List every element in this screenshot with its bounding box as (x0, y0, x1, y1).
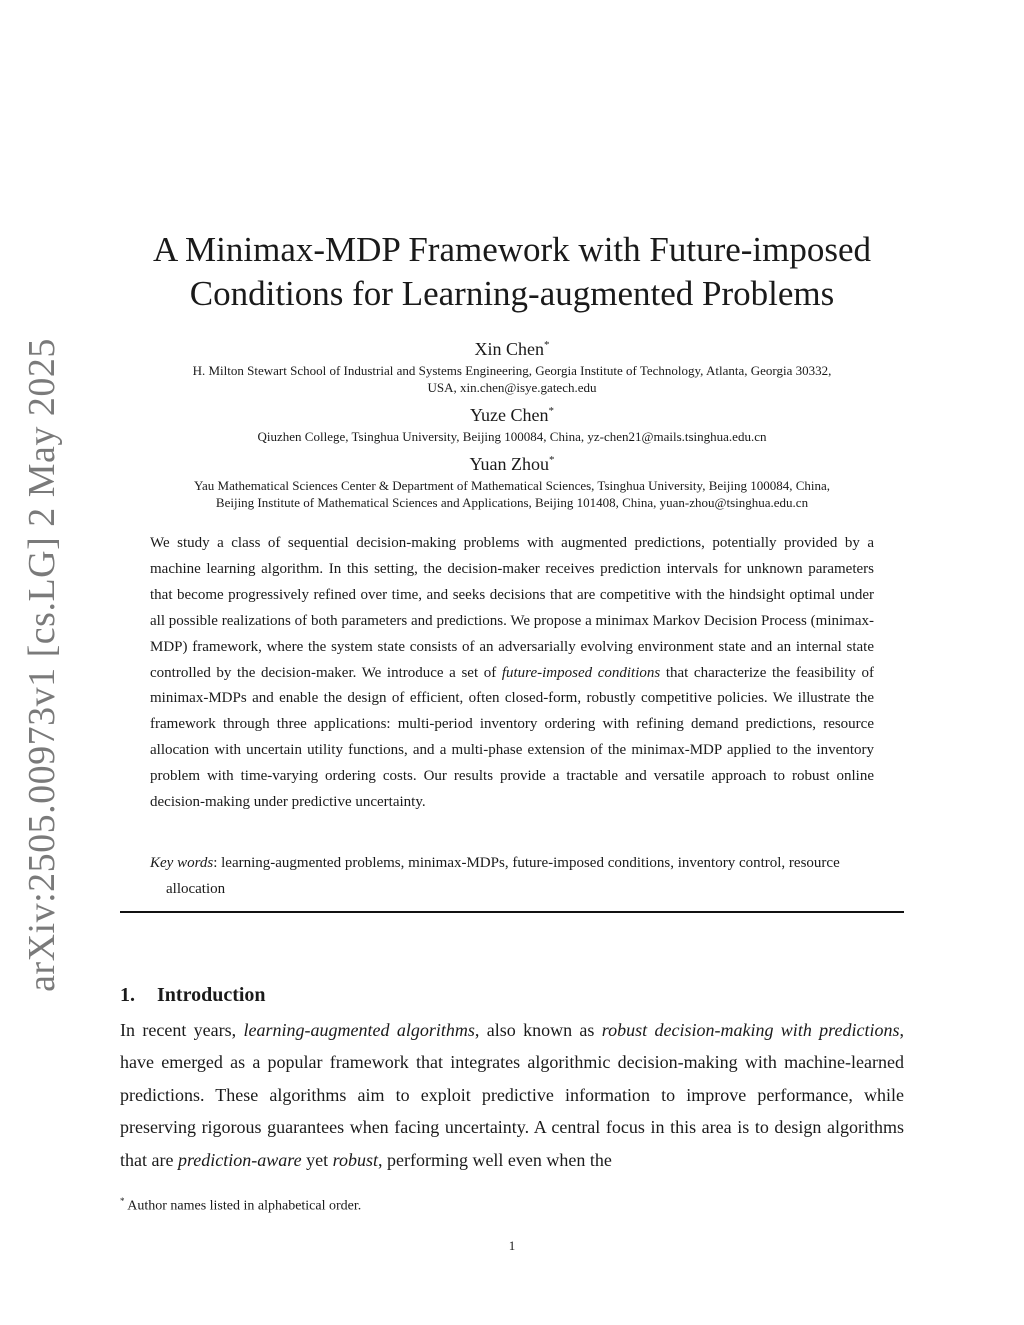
keywords-text: learning-augmented problems, minimax-MDPs, future-imposed conditions, inventory control, resource allocation (166, 855, 840, 897)
horizontal-rule (120, 911, 904, 913)
section-title: Introduction (157, 984, 266, 1006)
footnote: * Author names listed in alphabetical order. (120, 1196, 362, 1214)
abstract: We study a class of sequential decision-making problems with augmented predictions, potentially provided by a machine learning algorithm. In this setting, the decision-maker receives prediction intervals for unknown parameters that become progressively refined over time, and seeks decisions that are competitive with the hindsight optimal under all possible realizations of both parameters and predictions. We propose a minimax Markov Decision Process (minimax-MDP) framework, where the system state consists of an adversarially evolving environment state and an internal state controlled by the decision-maker. We introduce a set of future-imposed conditions that characterize the feasibility of minimax-MDPs and enable the design of efficient, often closed-form, robustly competitive policies. We illustrate the framework through three applications: multi-period inventory ordering with refining demand predictions, resource allocation with uncertain utility functions, and a multi-phase extension of the minimax-MDP applied to the inventory problem with time-varying ordering costs. Our results provide a tractable and versatile approach to robust online decision-making under predictive uncertainty. (150, 535, 875, 811)
author-affiliation: Yau Mathematical Sciences Center & Department of Mathematical Sciences, Tsinghua University, Beijing 100084, China, Beijing Institute of Mathematical Sciences and Applications, Beijing 101408, China, yuan-zhou@tsinghua.edu.cn (193, 478, 831, 510)
author-mark: * (544, 339, 550, 351)
section-number: 1. (120, 984, 135, 1006)
author-mark: * (549, 454, 555, 466)
author-name: Yuan Zhou* (469, 454, 555, 474)
author-affiliation: Qiuzhen College, Tsinghua University, Beijing 100084, China, yz-chen21@mails.tsinghua.edu.cn (257, 429, 767, 444)
keywords: Key words: learning-augmented problems, minimax-MDPs, future-imposed conditions, inventory control, resource allocation (150, 855, 840, 897)
keywords-label: Key words (150, 855, 214, 871)
section-heading (120, 984, 266, 1007)
abstract-emphasis: future-imposed conditions (501, 664, 661, 681)
author-block-2 (120, 400, 904, 445)
paper-title (120, 228, 904, 316)
introduction-paragraph: In recent years, learning-augmented algorithms, also known as robust decision-making with predictions, have emerged as a popular framework that integrates algorithmic decision-making with machine-learned predictions. These algorithms aim to exploit predictive information to improve performance, while preserving rigorous guarantees when facing uncertainty. A central focus in this area is to design algorithms that are prediction-aware yet robust, performing well even when the (120, 1020, 904, 1170)
author-name: Xin Chen* (474, 339, 550, 359)
author-mark: * (548, 405, 554, 417)
author-block-1 (120, 334, 904, 396)
author-block-3 (120, 449, 904, 511)
title-line-1: A Minimax-MDP Framework with Future-imposed (152, 230, 872, 269)
title-line-2: Conditions for Learning-augmented Problems (189, 274, 835, 313)
page-number: 1 (508, 1238, 516, 1253)
author-affiliation: H. Milton Stewart School of Industrial and Systems Engineering, Georgia Institute of Technology, Atlanta, Georgia 30332, USA, xin.chen@isye.gatech.edu (192, 363, 832, 395)
author-name: Yuze Chen* (470, 405, 554, 425)
footnote-mark: * (120, 1196, 125, 1206)
arxiv-identifier: arXiv:2505.00973v1 [cs.LG] 2 May 2025 (21, 338, 63, 992)
